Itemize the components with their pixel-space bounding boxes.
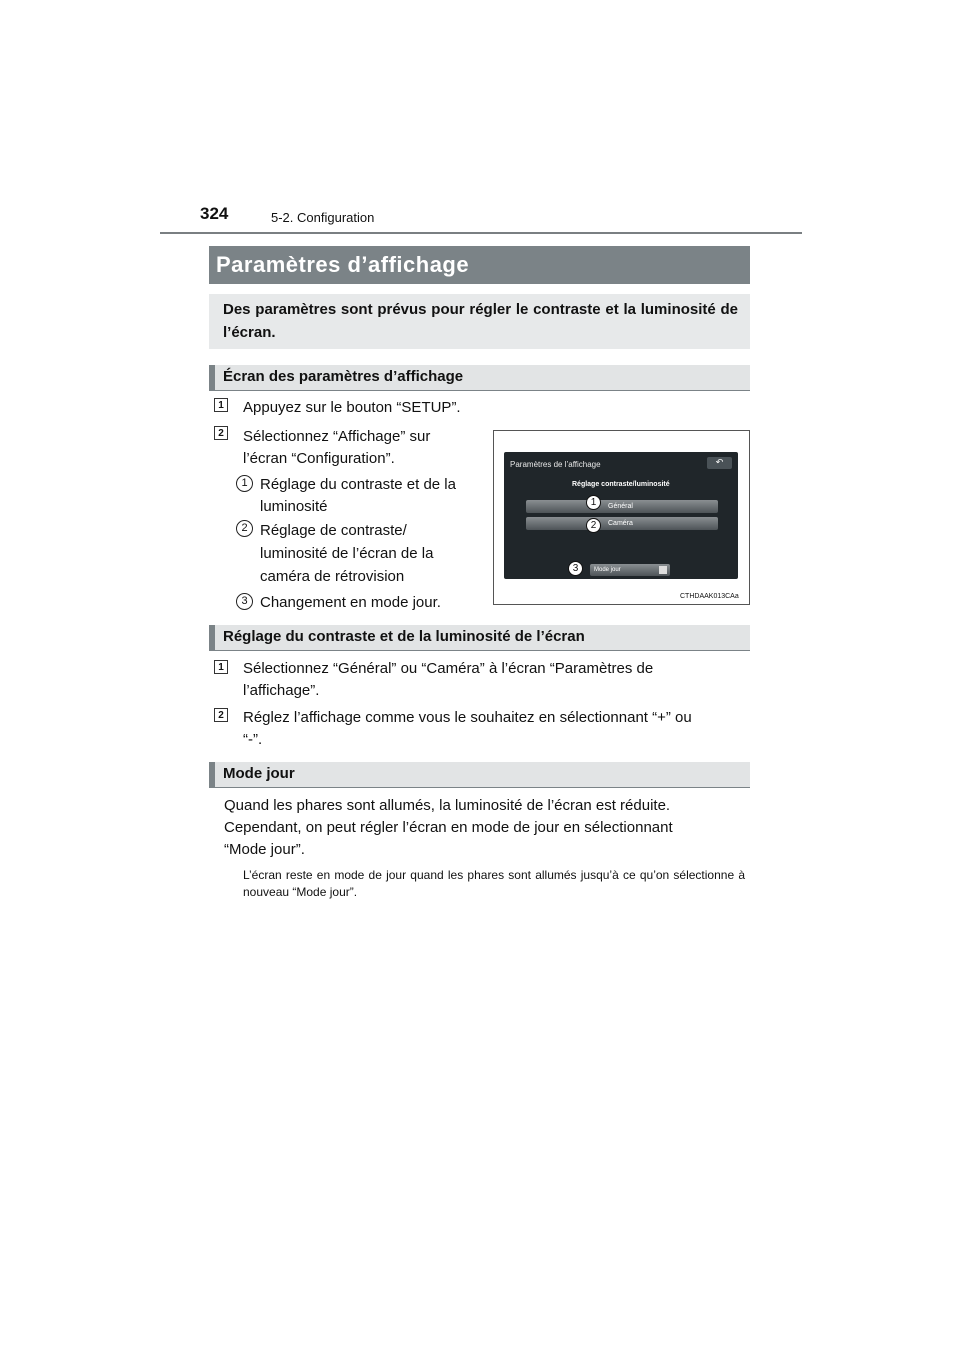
s2-step-1-marker: 1 xyxy=(214,660,228,674)
s2-step-1-line1: Sélectionnez “Général” ou “Caméra” à l’écran “Paramètres de xyxy=(243,660,654,677)
screen-button-camera: Caméra xyxy=(526,517,718,530)
item-1-marker: 1 xyxy=(236,475,253,492)
item-2-line3: caméra de rétrovision xyxy=(260,568,405,585)
section3-heading: Mode jour xyxy=(223,765,295,782)
header-divider xyxy=(160,232,802,234)
intro-text: Des paramètres sont prévus pour régler le contraste et la luminosité de l’écran. xyxy=(223,301,738,341)
s3-para-line1: Quand les phares sont allumés, la luminosité de l’écran est réduite. xyxy=(224,797,671,814)
screen-subtitle: Réglage contraste/luminosité xyxy=(572,481,670,488)
s2-step-2-line2: “-”. xyxy=(243,731,263,748)
item-2-marker: 2 xyxy=(236,520,253,537)
item-1-line1: Réglage du contraste et de la xyxy=(260,476,456,493)
screen-title: Paramètres de l’affichage xyxy=(510,460,601,469)
s3-para-line3: “Mode jour”. xyxy=(224,841,305,858)
figure-code: CTHDAAK013CAa xyxy=(680,593,739,600)
screen-button-day-mode: Mode jour xyxy=(590,564,670,576)
section-label: 5-2. Configuration xyxy=(271,210,375,225)
day-mode-toggle xyxy=(659,566,667,574)
page-number: 324 xyxy=(200,204,229,223)
figure-callout-3: 3 xyxy=(568,561,583,576)
item-3-marker: 3 xyxy=(236,593,253,610)
section1-heading: Écran des paramètres d’affichage xyxy=(223,368,464,385)
figure-callout-2: 2 xyxy=(586,518,601,533)
s2-step-2-line1: Réglez l’affichage comme vous le souhaitez en sélectionnant “+” ou xyxy=(243,709,692,726)
step-2-marker: 2 xyxy=(214,426,228,440)
step-1-marker: 1 xyxy=(214,398,228,412)
s3-para-line2: Cependant, on peut régler l’écran en mode de jour en sélectionnant xyxy=(224,819,673,836)
screen-illustration xyxy=(504,452,738,579)
step-2-line2: l’écran “Configuration”. xyxy=(243,450,395,467)
step-1-text: Appuyez sur le bouton “SETUP”. xyxy=(243,399,461,416)
figure-callout-1: 1 xyxy=(586,495,601,510)
page-title: Paramètres d’affichage xyxy=(216,252,470,277)
section2-heading: Réglage du contraste et de la luminosité de l’écran xyxy=(223,628,585,645)
return-arrow-icon: ↶ xyxy=(707,457,732,469)
screen-button-general: Général xyxy=(526,500,718,513)
item-1-line2: luminosité xyxy=(260,498,328,515)
s2-step-2-marker: 2 xyxy=(214,708,228,722)
item-2-line2: luminosité de l’écran de la xyxy=(260,545,434,562)
item-2-line1: Réglage de contraste/ xyxy=(260,522,407,539)
s2-step-1-line2: l’affichage”. xyxy=(243,682,320,699)
item-3-line1: Changement en mode jour. xyxy=(260,594,441,611)
step-2-line1: Sélectionnez “Affichage” sur xyxy=(243,428,431,445)
s3-note: L’écran reste en mode de jour quand les phares sont allumés jusqu’à ce qu’on sélectionne à nouveau “Mode jour”. xyxy=(243,868,745,899)
